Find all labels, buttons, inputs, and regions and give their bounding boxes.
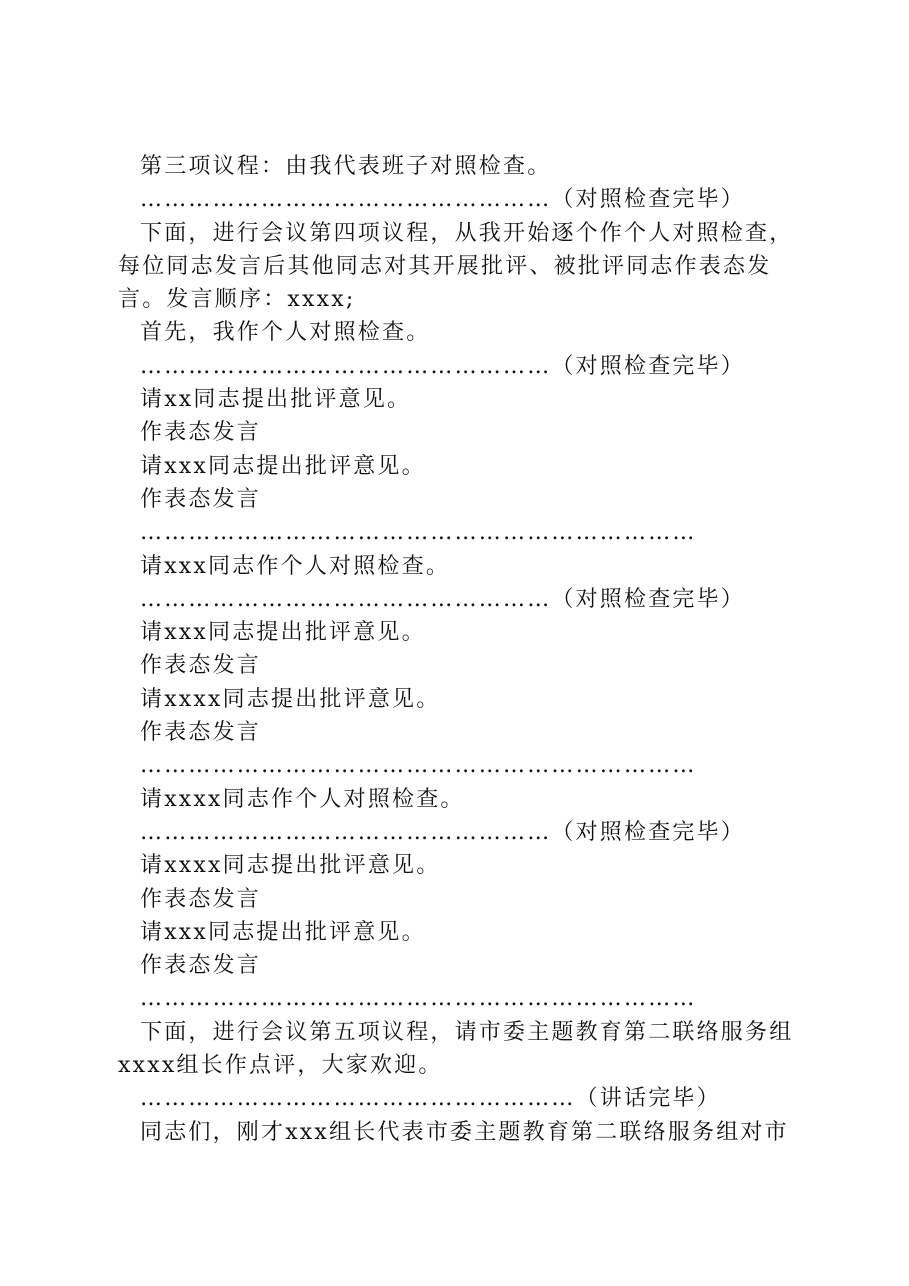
statement-note: 作表态发言	[140, 486, 262, 512]
document-body	[118, 150, 798, 1149]
agenda-item-four-paragraph: 下面，进行会议第四项议程，从我开始逐个作个人对照检查，每位同志发言后其他同志对其开展批评、被批评同志作表态发言。发言顺序：xxxx;	[118, 220, 794, 313]
dotted-leader-line: ……………………………………………（对照检查完毕）	[140, 819, 746, 845]
dotted-separator: ……………………………………………………………	[140, 753, 697, 779]
closing-paragraph-start: 同志们，刚才xxx组长代表市委主题教育第二联络服务组对市	[140, 1119, 789, 1145]
dotted-leader-line: ……………………………………………（对照检查完毕）	[140, 187, 746, 213]
criticism-request: 请xxx同志提出批评意见。	[140, 919, 426, 945]
statement-note: 作表态发言	[140, 953, 262, 979]
criticism-request: 请xxxx同志提出批评意见。	[140, 853, 441, 879]
statement-note: 作表态发言	[140, 420, 262, 446]
agenda-item-three: 第三项议程：由我代表班子对照检查。	[140, 154, 552, 179]
criticism-request: 请xx同志提出批评意见。	[140, 387, 412, 413]
dotted-separator: ……………………………………………………………	[140, 520, 697, 546]
agenda-item-five-paragraph: 下面，进行会议第五项议程，请市委主题教育第二联络服务组xxxx组长作点评，大家欢迎。	[118, 1019, 794, 1079]
dotted-separator: ……………………………………………………………	[140, 986, 697, 1012]
criticism-request: 请xxxx同志提出批评意见。	[140, 686, 441, 712]
criticism-request: 请xxx同志提出批评意见。	[140, 620, 426, 646]
self-check-request: 请xxxx同志作个人对照检查。	[140, 786, 465, 812]
first-self-check: 首先，我作个人对照检查。	[140, 320, 431, 346]
statement-note: 作表态发言	[140, 886, 262, 912]
statement-note: 作表态发言	[140, 720, 262, 746]
dotted-leader-line: ………………………………………………（讲话完毕）	[140, 1086, 721, 1112]
self-check-request: 请xxx同志作个人对照检查。	[140, 553, 451, 579]
dotted-leader-line: ……………………………………………（对照检查完毕）	[140, 586, 746, 612]
statement-note: 作表态发言	[140, 653, 262, 679]
dotted-leader-line: ……………………………………………（对照检查完毕）	[140, 353, 746, 379]
criticism-request: 请xxx同志提出批评意见。	[140, 453, 426, 479]
